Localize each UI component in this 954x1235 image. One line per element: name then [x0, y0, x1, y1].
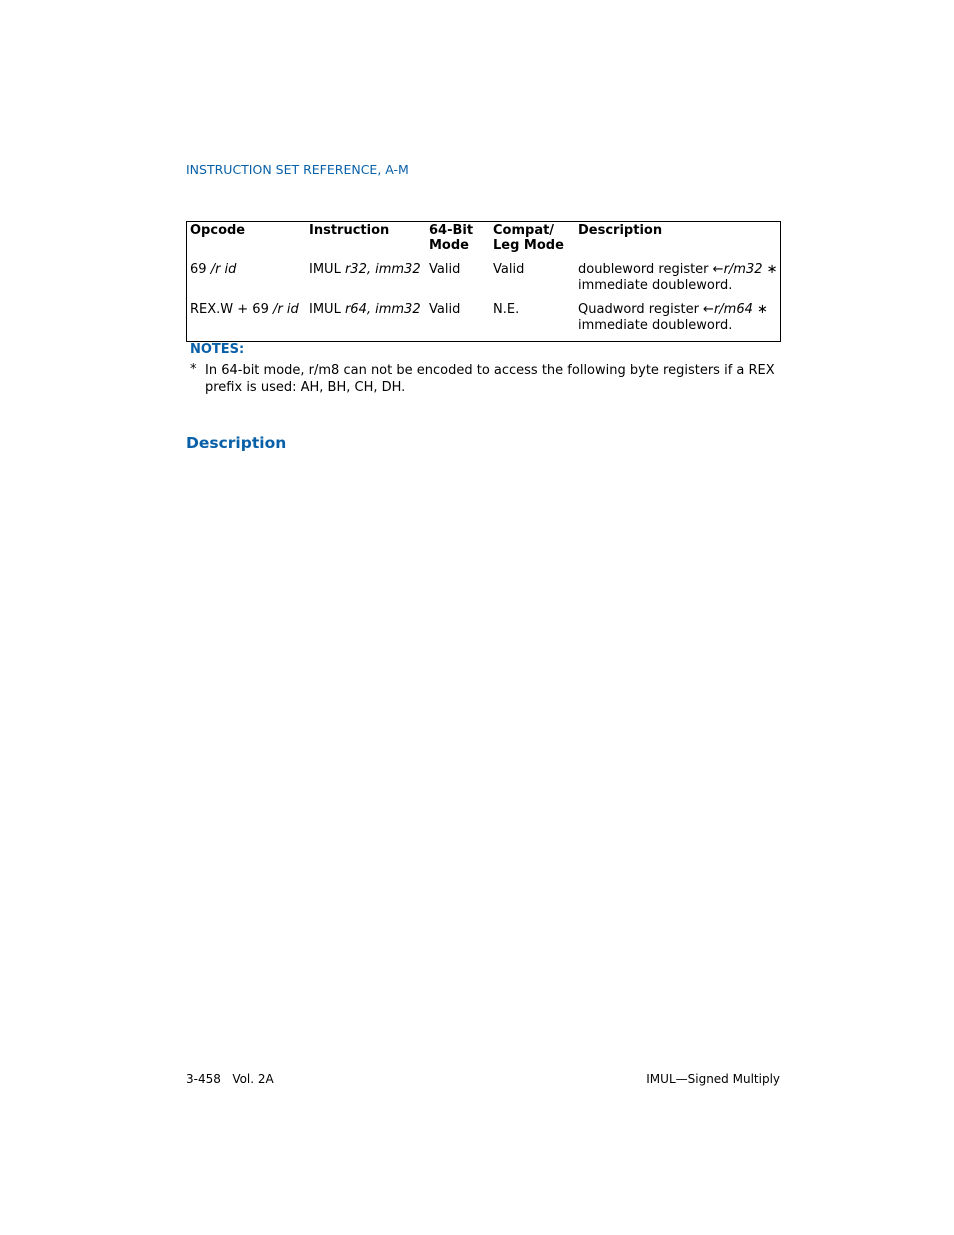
notes-label: NOTES:	[190, 342, 245, 357]
header-compat-line2: Leg Mode	[493, 238, 564, 253]
opcode-table	[186, 221, 781, 342]
header-instruction: Instruction	[309, 223, 390, 238]
row1-desc-operator: ∗	[762, 262, 778, 277]
row2-desc-line2: immediate doubleword.	[578, 318, 733, 333]
row2-instruction-italic: r64, imm32	[344, 302, 421, 317]
row2-desc-plain: Quadword register ←	[578, 302, 714, 317]
header-compat-line1: Compat/	[493, 223, 555, 238]
row1-compat-mode: Valid	[493, 262, 525, 277]
row2-desc-italic: r/m64	[713, 302, 753, 317]
header-opcode: Opcode	[190, 223, 246, 238]
row2-opcode	[190, 302, 299, 318]
row1-opcode-plain: 69	[190, 262, 211, 277]
row2-64bit-mode: Valid	[429, 302, 461, 317]
row1-desc-italic: r/m32	[723, 262, 763, 277]
row1-instruction	[309, 262, 421, 278]
note-text: In 64-bit mode, r/m8 can not be encoded to access the following byte registers if a REX prefix is used: AH, BH, CH, DH.	[205, 363, 775, 395]
row2-opcode-italic: /r id	[272, 302, 299, 317]
header-compat-leg-mode	[493, 223, 564, 253]
header-64bit-mode-line2: Mode	[429, 238, 469, 253]
row2-opcode-plain: REX.W + 69	[190, 302, 273, 317]
row2-description	[578, 302, 768, 334]
running-header: INSTRUCTION SET REFERENCE, A-M	[186, 162, 409, 177]
row1-instruction-plain: IMUL	[309, 262, 345, 277]
header-64bit-mode-line1: 64-Bit	[429, 223, 474, 238]
row2-desc-operator: ∗	[752, 302, 768, 317]
note-marker: *	[190, 362, 197, 377]
row1-instruction-italic: r32, imm32	[344, 262, 421, 277]
footer-page-number: 3-458 Vol. 2A	[186, 1072, 274, 1086]
row2-compat-mode: N.E.	[493, 302, 520, 317]
header-description: Description	[578, 223, 663, 238]
row2-instruction	[309, 302, 421, 318]
row1-64bit-mode: Valid	[429, 262, 461, 277]
row1-desc-line2: immediate doubleword.	[578, 278, 733, 293]
row1-desc-plain: doubleword register ←	[578, 262, 724, 277]
row1-description	[578, 262, 778, 294]
footer-section-title: IMUL—Signed Multiply	[646, 1072, 780, 1086]
row2-instruction-plain: IMUL	[309, 302, 345, 317]
row1-opcode-italic: /r id	[210, 262, 237, 277]
header-64bit-mode	[429, 223, 473, 253]
section-heading-description: Description	[186, 434, 287, 452]
row1-opcode	[190, 262, 236, 278]
